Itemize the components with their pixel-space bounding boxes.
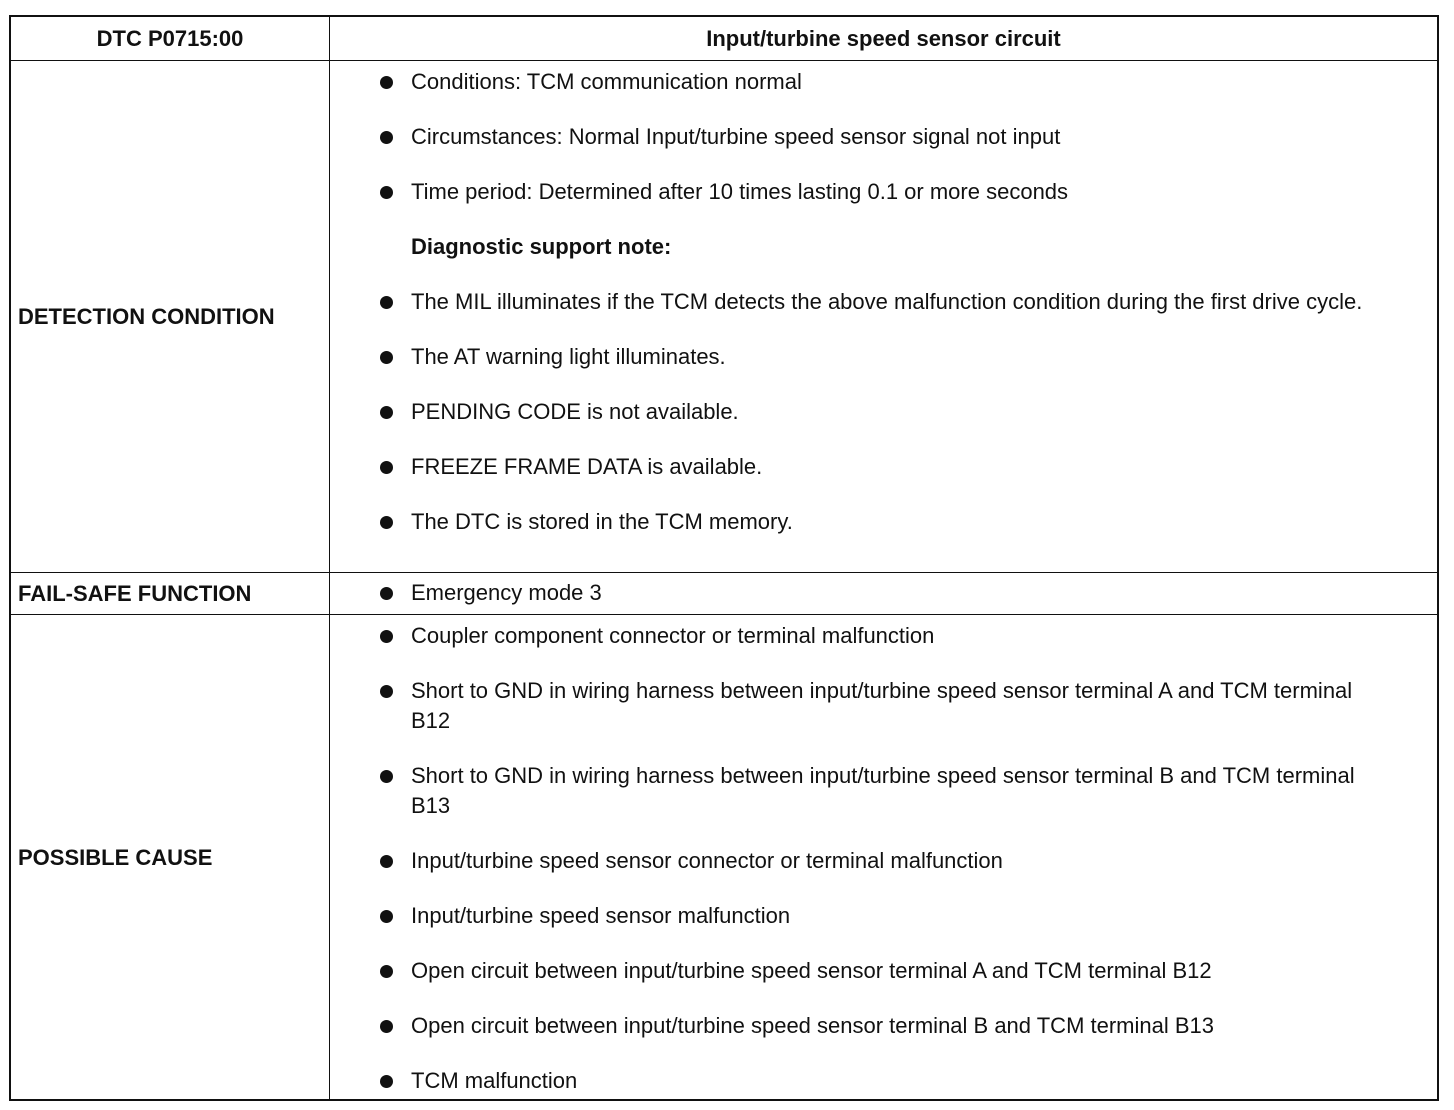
- bullet-icon: [380, 1020, 393, 1033]
- bullet-icon: [380, 76, 393, 89]
- list-item: [330, 452, 1437, 482]
- list-item: [330, 901, 1437, 931]
- bullet-icon: [380, 461, 393, 474]
- list-item-text: PENDING CODE is not available.: [411, 399, 739, 424]
- fail-safe-function-list: [330, 578, 1437, 608]
- fail-safe-function-row: [11, 572, 1437, 614]
- detection-condition-content: [330, 61, 1437, 572]
- list-item-text: Coupler component connector or terminal malfunction: [411, 623, 935, 648]
- list-item-text: Emergency mode 3: [411, 580, 602, 605]
- bullet-icon: [380, 131, 393, 144]
- diagnostic-support-note-heading: Diagnostic support note:: [411, 234, 672, 259]
- fail-safe-function-content: [330, 573, 1437, 614]
- list-item: [330, 1011, 1437, 1041]
- list-item-text: TCM malfunction: [411, 1068, 578, 1093]
- dtc-title-header: Input/turbine speed sensor circuit: [706, 25, 1061, 51]
- fail-safe-function-label: FAIL-SAFE FUNCTION: [11, 573, 330, 614]
- list-item-text: Input/turbine speed sensor malfunction: [411, 903, 791, 928]
- possible-cause-row: [11, 614, 1437, 1101]
- bullet-icon: [380, 910, 393, 923]
- list-item: [330, 397, 1437, 427]
- list-item-text: Input/turbine speed sensor connector or terminal malfunction: [411, 848, 1003, 873]
- bullet-icon: [380, 186, 393, 199]
- list-item: [330, 761, 1437, 821]
- list-item: [330, 956, 1437, 986]
- possible-cause-list: [330, 621, 1437, 1096]
- bullet-icon: [380, 855, 393, 868]
- list-item: [330, 676, 1437, 736]
- list-item-text: Circumstances: Normal Input/turbine speed sensor signal not input: [411, 124, 1061, 149]
- list-item: [330, 122, 1437, 152]
- dtc-table: [9, 15, 1439, 1101]
- list-item: [330, 621, 1437, 651]
- possible-cause-label: POSSIBLE CAUSE: [11, 615, 330, 1101]
- list-item-text: The AT warning light illuminates.: [411, 344, 726, 369]
- list-item: [330, 342, 1437, 372]
- bullet-icon: [380, 516, 393, 529]
- list-item-text: The DTC is stored in the TCM memory.: [411, 509, 793, 534]
- bullet-icon: [380, 406, 393, 419]
- list-item: [330, 507, 1437, 537]
- detection-condition-row: [11, 60, 1437, 572]
- bullet-icon: [380, 770, 393, 783]
- list-item: [330, 1066, 1437, 1096]
- bullet-icon: [380, 685, 393, 698]
- detection-condition-label: DETECTION CONDITION: [11, 61, 330, 572]
- bullet-icon: [380, 351, 393, 364]
- list-item: [330, 67, 1437, 97]
- bullet-icon: [380, 965, 393, 978]
- list-item-text: Open circuit between input/turbine speed sensor terminal B and TCM terminal B13: [411, 1013, 1215, 1038]
- list-item-text: Open circuit between input/turbine speed sensor terminal A and TCM terminal B12: [411, 958, 1212, 983]
- table-header-row: [11, 17, 1437, 60]
- list-item-text: Short to GND in wiring harness between input/turbine speed sensor terminal B and TCM terminal B13: [411, 763, 1355, 818]
- list-item-text: Time period: Determined after 10 times lasting 0.1 or more seconds: [411, 179, 1069, 204]
- list-item: [330, 177, 1437, 207]
- dtc-code-header: DTC P0715:00: [11, 17, 330, 60]
- list-item: [330, 287, 1437, 317]
- list-item-text: FREEZE FRAME DATA is available.: [411, 454, 763, 479]
- possible-cause-content: [330, 615, 1437, 1101]
- bullet-icon: [380, 630, 393, 643]
- bullet-icon: [380, 1075, 393, 1088]
- list-item-text: Conditions: TCM communication normal: [411, 69, 802, 94]
- bullet-icon: [380, 587, 393, 600]
- list-item: [330, 846, 1437, 876]
- list-item: [330, 578, 1437, 608]
- list-item-text: The MIL illuminates if the TCM detects the above malfunction condition during the first drive cycle.: [411, 289, 1363, 314]
- list-item-text: Short to GND in wiring harness between input/turbine speed sensor terminal A and TCM terminal B12: [411, 678, 1353, 733]
- detection-condition-list: [330, 67, 1437, 537]
- bullet-icon: [380, 296, 393, 309]
